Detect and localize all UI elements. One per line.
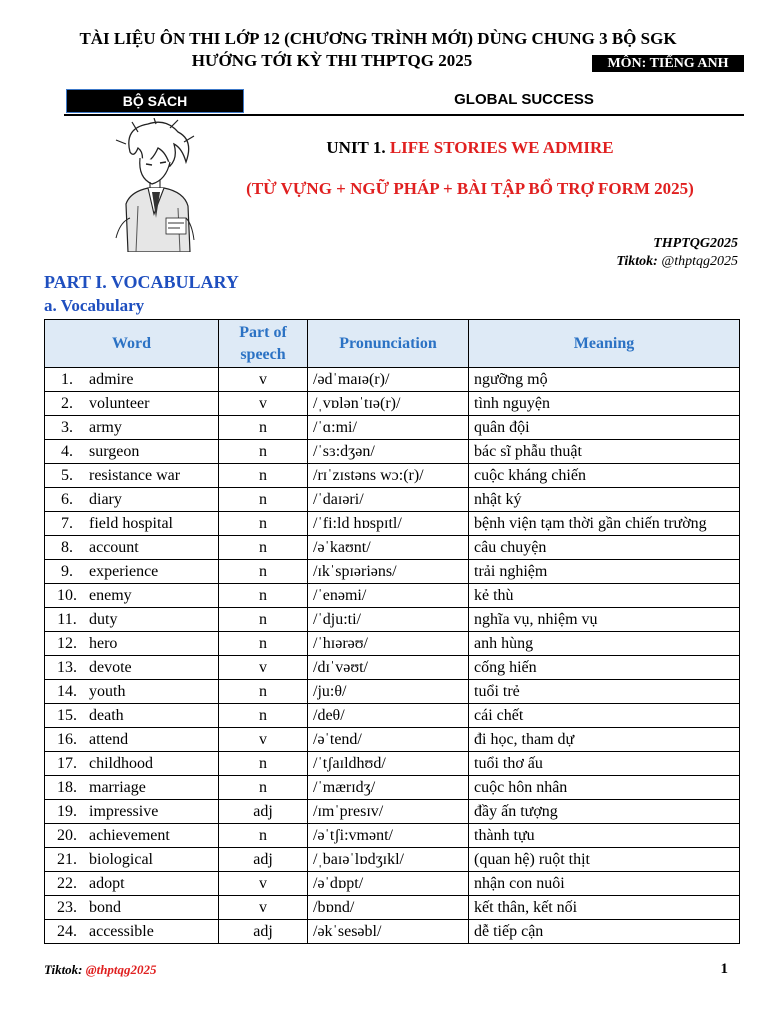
word-text: resistance war [89,467,181,484]
cell-pronunciation: /ˈsɜ:dʒən/ [308,440,469,464]
table-row [45,560,740,584]
row-number: 16. [57,731,77,748]
word-text: experience [89,563,159,580]
cell-part-of-speech: n [219,776,308,800]
table-row [45,464,740,488]
cell-pronunciation: /deθ/ [308,704,469,728]
cell-word [45,488,219,512]
cell-pronunciation: /ɪkˈspɪəriəns/ [308,560,469,584]
table-header-row [45,320,740,368]
cell-word [45,416,219,440]
header-pronunciation: Pronunciation [308,320,469,368]
word-text: death [89,707,124,724]
cell-pronunciation: /ˌbaɪəˈlɒdʒɪkl/ [308,848,469,872]
cell-word [45,920,219,944]
row-number: 24. [57,923,77,940]
table-row [45,872,740,896]
cell-meaning: quân đội [469,416,740,440]
cell-meaning: nhận con nuôi [469,872,740,896]
cell-part-of-speech: n [219,512,308,536]
table-row [45,824,740,848]
cell-pronunciation: /ˈtʃaɪldhʊd/ [308,752,469,776]
row-number: 14. [57,683,77,700]
word-text: childhood [89,755,153,772]
cell-part-of-speech: v [219,368,308,392]
cell-part-of-speech: n [219,584,308,608]
cell-meaning: thành tựu [469,824,740,848]
table-row [45,752,740,776]
row-number: 1. [61,371,73,388]
table-body [45,368,740,944]
cell-pronunciation: /rɪˈzɪstəns wɔ:(r)/ [308,464,469,488]
cell-meaning: kẻ thù [469,584,740,608]
cell-meaning: cuộc hôn nhân [469,776,740,800]
cell-pronunciation: /bɒnd/ [308,896,469,920]
cell-pronunciation: /ˈhɪərəʊ/ [308,632,469,656]
cell-pronunciation: /ju:θ/ [308,680,469,704]
cell-part-of-speech: v [219,656,308,680]
table-row [45,608,740,632]
cell-meaning: ngưỡng mộ [469,368,740,392]
table-row [45,680,740,704]
header-word: Word [45,320,219,368]
cell-meaning: dễ tiếp cận [469,920,740,944]
cell-word [45,896,219,920]
cell-pronunciation: /əˈkaʊnt/ [308,536,469,560]
cell-pronunciation: /əˈtʃi:vmənt/ [308,824,469,848]
table-row [45,536,740,560]
table-row [45,512,740,536]
row-number: 23. [57,899,77,916]
cell-part-of-speech: v [219,872,308,896]
cell-word [45,848,219,872]
unit-heading [262,137,678,159]
cell-meaning: tình nguyện [469,392,740,416]
cell-pronunciation: /dɪˈvəʊt/ [308,656,469,680]
page-number: 1 [720,961,728,977]
cell-meaning: đi học, tham dự [469,728,740,752]
word-text: impressive [89,803,159,820]
table-row [45,848,740,872]
subpart-title: a. Vocabulary [44,296,145,315]
cell-part-of-speech: n [219,752,308,776]
book-tag: BỘ SÁCH [66,89,244,113]
cell-word [45,680,219,704]
cell-word [45,536,219,560]
cell-meaning: tuổi thơ ấu [469,752,740,776]
row-number: 11. [57,611,77,628]
cell-word [45,776,219,800]
header-part-of-speech: Part of speech [219,320,308,368]
cell-word [45,728,219,752]
cell-word [45,632,219,656]
cell-word [45,464,219,488]
table-row [45,656,740,680]
cell-meaning: nghĩa vụ, nhiệm vụ [469,608,740,632]
table-row [45,488,740,512]
row-number: 22. [57,875,77,892]
subject-badge: MÔN: TIẾNG ANH [592,55,744,72]
cell-pronunciation: /ˌvɒlənˈtɪə(r)/ [308,392,469,416]
cell-part-of-speech: n [219,704,308,728]
row-number: 5. [61,467,73,484]
row-number: 6. [61,491,73,508]
credit-tiktok [616,253,738,271]
row-number: 7. [61,515,73,532]
word-text: biological [89,851,153,868]
cell-pronunciation: /ˈdaɪəri/ [308,488,469,512]
cell-part-of-speech: n [219,536,308,560]
table-row [45,440,740,464]
table-row [45,920,740,944]
word-text: admire [89,371,134,388]
word-text: enemy [89,587,132,604]
part-title: PART I. VOCABULARY [44,272,239,292]
cell-meaning: (quan hệ) ruột thịt [469,848,740,872]
row-number: 9. [61,563,73,580]
cell-word [45,800,219,824]
cell-part-of-speech: n [219,488,308,512]
row-number: 21. [57,851,77,868]
cell-word [45,608,219,632]
word-text: duty [89,611,118,628]
document-title-line1: TÀI LIỆU ÔN THI LỚP 12 (CHƯƠNG TRÌNH MỚI) DÙNG CHUNG 3 BỘ SGK [79,29,677,48]
cell-part-of-speech: n [219,632,308,656]
cell-part-of-speech: v [219,392,308,416]
credit-line: THPTQG2025 [653,236,738,251]
row-number: 12. [57,635,77,652]
header-meaning: Meaning [469,320,740,368]
cell-pronunciation: /ˈɑ:mi/ [308,416,469,440]
cell-part-of-speech: adj [219,800,308,824]
row-number: 19. [57,803,77,820]
unit-subtitle: (TỪ VỰNG + NGỮ PHÁP + BÀI TẬP BỔ TRỢ FORM 2025) [246,179,694,198]
cell-word [45,512,219,536]
anime-character-illustration [108,118,204,252]
cell-pronunciation: /ˈfi:ld hɒspɪtl/ [308,512,469,536]
cell-meaning: nhật ký [469,488,740,512]
cell-pronunciation: /ɪmˈpresɪv/ [308,800,469,824]
cell-meaning: cái chết [469,704,740,728]
cell-part-of-speech: v [219,728,308,752]
row-number: 3. [61,419,73,436]
cell-meaning: bệnh viện tạm thời gần chiến trường [469,512,740,536]
cell-meaning: trải nghiệm [469,560,740,584]
word-text: youth [89,683,126,700]
credit-tiktok-handle: @thptqg2025 [657,254,738,269]
cell-word [45,368,219,392]
cell-pronunciation: /ˈenəmi/ [308,584,469,608]
cell-meaning: anh hùng [469,632,740,656]
word-text: devote [89,659,132,676]
cell-word [45,752,219,776]
row-number: 8. [61,539,73,556]
word-text: accessible [89,923,154,940]
cell-part-of-speech: n [219,608,308,632]
table-row [45,896,740,920]
table-row [45,368,740,392]
footer-tiktok [44,962,157,978]
cell-pronunciation: /ˈmærɪdʒ/ [308,776,469,800]
table-row [45,632,740,656]
cell-meaning: kết thân, kết nối [469,896,740,920]
word-text: diary [89,491,122,508]
cell-part-of-speech: v [219,896,308,920]
cell-part-of-speech: n [219,440,308,464]
table-row [45,584,740,608]
document-title-line2: HƯỚNG TỚI KỲ THI THPTQG 2025 [191,51,473,70]
table-row [45,800,740,824]
cell-word [45,560,219,584]
footer-handle: @thptqg2025 [85,962,157,977]
cell-word [45,872,219,896]
table-row [45,776,740,800]
cell-word [45,584,219,608]
cell-part-of-speech: adj [219,920,308,944]
table-row [45,392,740,416]
unit-prefix: UNIT 1. [326,138,390,157]
cell-word [45,440,219,464]
credit-tiktok-label: Tiktok: [616,254,658,269]
word-text: volunteer [89,395,150,412]
cell-meaning: cống hiến [469,656,740,680]
cell-part-of-speech: n [219,824,308,848]
row-number: 18. [57,779,77,796]
word-text: surgeon [89,443,140,460]
cell-word [45,704,219,728]
row-number: 10. [57,587,77,604]
cell-part-of-speech: n [219,680,308,704]
cell-pronunciation: /əkˈsesəbl/ [308,920,469,944]
footer-label: Tiktok: [44,962,86,977]
word-text: attend [89,731,129,748]
cell-word [45,656,219,680]
word-text: army [89,419,122,436]
row-number: 17. [57,755,77,772]
word-text: field hospital [89,515,173,532]
table-row [45,416,740,440]
row-number: 20. [57,827,77,844]
cell-pronunciation: /əˈdɒpt/ [308,872,469,896]
word-text: account [89,539,139,556]
cell-part-of-speech: n [219,560,308,584]
row-number: 2. [61,395,73,412]
row-number: 15. [57,707,77,724]
cell-meaning: bác sĩ phẫu thuật [469,440,740,464]
table-row [45,728,740,752]
word-text: adopt [89,875,125,892]
cell-word [45,824,219,848]
unit-title: LIFE STORIES WE ADMIRE [389,138,614,157]
cell-part-of-speech: n [219,464,308,488]
cell-meaning: câu chuyện [469,536,740,560]
cell-pronunciation: /ˈdju:ti/ [308,608,469,632]
cell-word [45,392,219,416]
word-text: achievement [89,827,170,844]
book-bar [64,89,744,116]
word-text: hero [89,635,118,652]
word-text: bond [89,899,121,916]
vocabulary-table [44,319,740,944]
book-name: GLOBAL SUCCESS [454,91,594,108]
cell-pronunciation: /ədˈmaɪə(r)/ [308,368,469,392]
cell-meaning: cuộc kháng chiến [469,464,740,488]
cell-pronunciation: /əˈtend/ [308,728,469,752]
table-row [45,704,740,728]
row-number: 13. [57,659,77,676]
cell-meaning: tuổi trẻ [469,680,740,704]
cell-part-of-speech: adj [219,848,308,872]
row-number: 4. [61,443,73,460]
cell-meaning: đầy ấn tượng [469,800,740,824]
word-text: marriage [89,779,146,796]
cell-part-of-speech: n [219,416,308,440]
